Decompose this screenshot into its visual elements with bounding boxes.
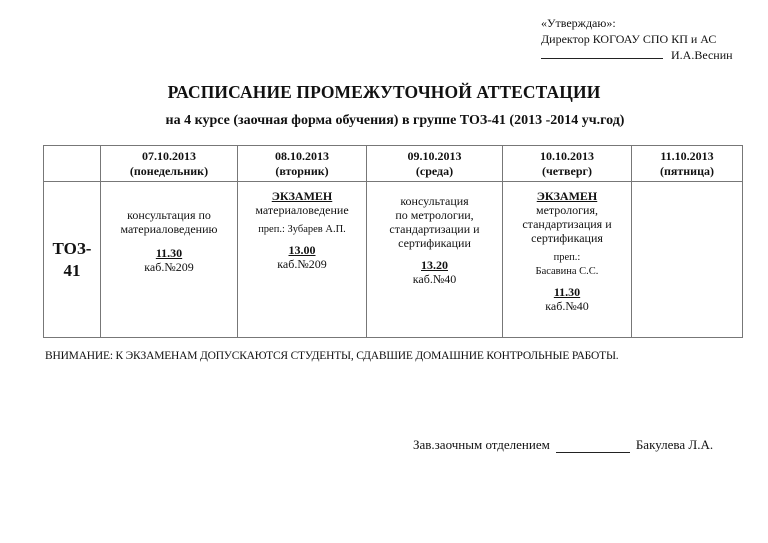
- day-date: 08.10.2013: [275, 148, 329, 163]
- event-teacher: преп.:: [553, 252, 581, 263]
- event-teacher: Басавина С.С.: [535, 266, 599, 277]
- day-weekday: (среда): [415, 163, 454, 178]
- event-subject: материаловедению: [120, 222, 218, 236]
- document-title: РАСПИСАНИЕ ПРОМЕЖУТОЧНОЙ АТТЕСТАЦИИ: [167, 82, 601, 102]
- day-date: 07.10.2013: [142, 148, 196, 163]
- header-day-tuesday: [238, 146, 367, 182]
- day-weekday: (вторник): [275, 163, 329, 178]
- event-cell-friday: [632, 182, 743, 338]
- event-cell-thursday: [503, 182, 632, 338]
- event-subject: консультация по: [127, 208, 211, 222]
- notice-text: ВНИМАНИЕ: К ЭКЗАМЕНАМ ДОПУСКАЮТСЯ СТУДЕНТЫ, СДАВШИЕ ДОМАШНИЕ КОНТРОЛЬНЫЕ РАБОТЫ.: [45, 350, 619, 362]
- group-name-cell: [44, 182, 101, 338]
- event-room: каб.№209: [144, 260, 194, 274]
- header-day-thursday: [503, 146, 632, 182]
- event-subject: стандартизация и: [522, 217, 612, 231]
- event-cell-monday: [101, 182, 238, 338]
- event-time: 13.00: [288, 243, 316, 257]
- event-time: 11.30: [155, 246, 183, 260]
- event-room: каб.№40: [545, 299, 589, 313]
- day-date: 09.10.2013: [407, 148, 462, 163]
- header-group-cell: [44, 146, 101, 182]
- header-day-friday: [632, 146, 743, 182]
- group-name-line: 41: [63, 260, 81, 280]
- footer-name: Бакулева Л.А.: [635, 437, 714, 452]
- event-type: ЭКЗАМЕН: [536, 189, 598, 203]
- day-date: 10.10.2013: [540, 148, 594, 163]
- event-time: 11.30: [553, 285, 581, 299]
- event-subject: стандартизации и: [389, 222, 480, 236]
- event-subject: метрология,: [535, 203, 598, 217]
- header-day-monday: [101, 146, 238, 182]
- approval-heading: «Утверждаю»:: [541, 16, 616, 30]
- header-row: [44, 146, 743, 182]
- approval-block: [541, 15, 733, 63]
- day-weekday: (понедельник): [129, 163, 209, 178]
- day-weekday: (пятница): [659, 163, 715, 178]
- signature-line: [556, 440, 630, 453]
- day-weekday: (четверг): [542, 163, 592, 178]
- event-time: 13.20: [421, 258, 448, 272]
- schedule-table: [43, 145, 743, 338]
- document-subtitle: на 4 курсе (заочная форма обучения) в группе ТОЗ-41 (2013 -2014 уч.год): [165, 113, 625, 128]
- event-type: ЭКЗАМЕН: [271, 189, 333, 203]
- event-cell-wednesday: [367, 182, 503, 338]
- event-subject: по метрологии,: [395, 208, 474, 222]
- event-teacher: преп.: Зубарев А.П.: [258, 224, 346, 235]
- event-subject: материаловедение: [255, 203, 349, 217]
- event-cell-tuesday: [238, 182, 367, 338]
- event-subject: сертификации: [398, 236, 471, 250]
- event-room: каб.№40: [412, 272, 457, 286]
- approval-director-title: Директор КОГОАУ СПО КП и АС: [541, 32, 717, 46]
- approval-signatory: И.А.Веснин: [671, 48, 733, 62]
- event-room: каб.№209: [277, 257, 327, 271]
- day-date: 11.10.2013: [660, 148, 714, 163]
- event-subject: консультация: [400, 194, 469, 208]
- footer-position: Зав.заочным отделением: [413, 437, 550, 452]
- approval-signature-row: [541, 47, 733, 63]
- group-name-line: ТОЗ-: [52, 238, 92, 258]
- footer-signature: [413, 437, 713, 453]
- header-day-wednesday: [367, 146, 503, 182]
- event-subject: сертификация: [531, 231, 603, 245]
- signature-line: [541, 47, 663, 59]
- table-row: [44, 182, 743, 338]
